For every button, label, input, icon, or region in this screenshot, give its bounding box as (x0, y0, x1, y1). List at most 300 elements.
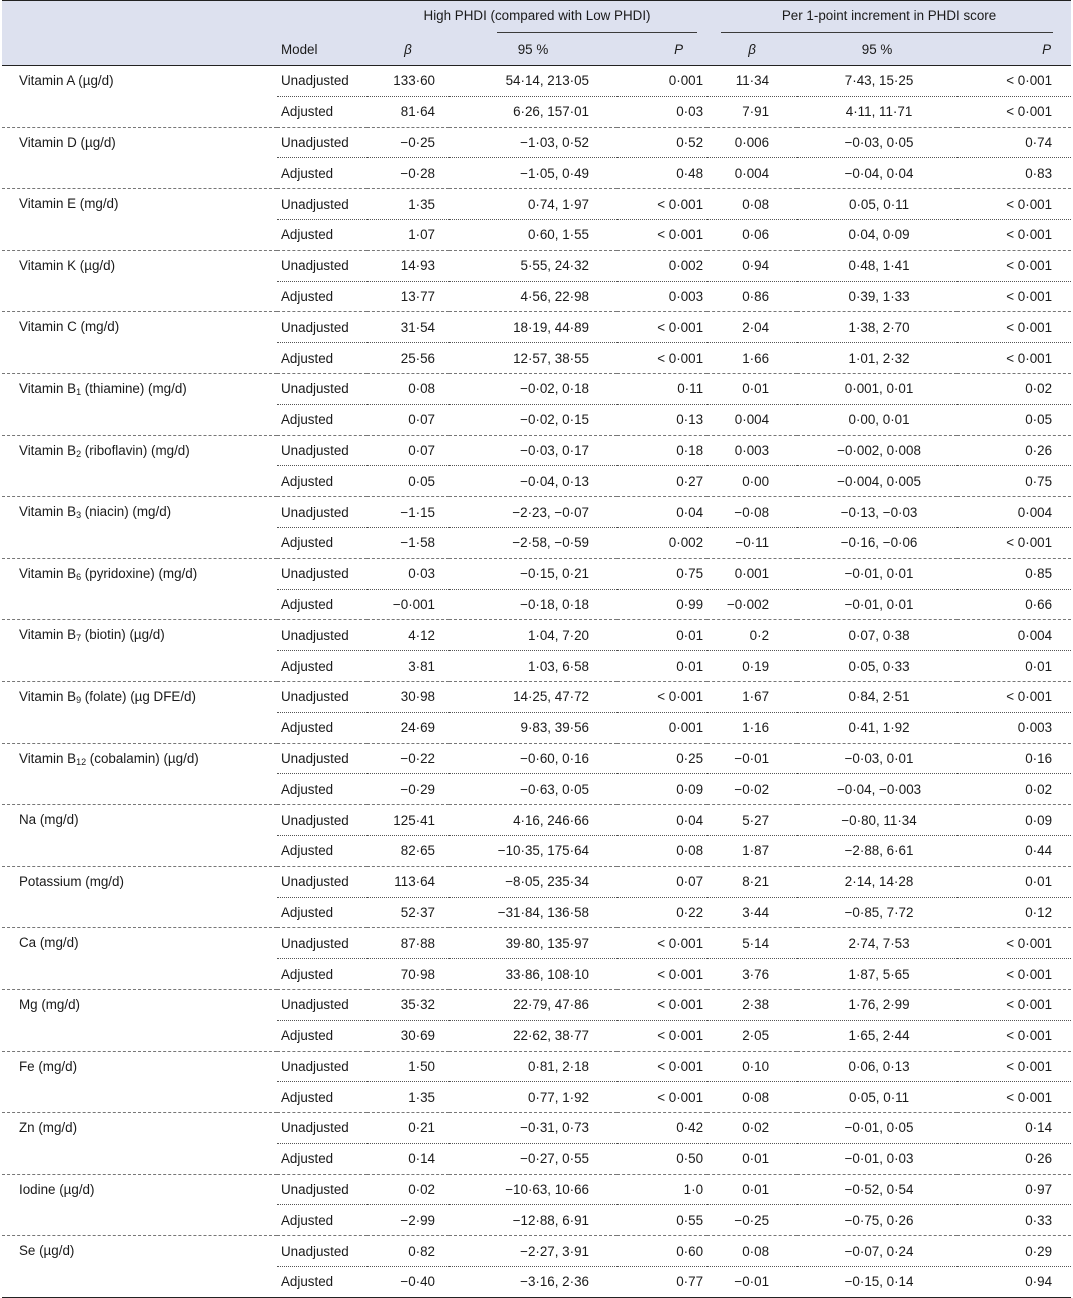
value-cell-p1: 0·01 (617, 620, 707, 651)
value-cell-p1: 1·0 (617, 1174, 707, 1205)
value-cell-b1: −0·40 (367, 1267, 449, 1298)
nutrient-label: Vitamin E (mg/d) (19, 196, 119, 212)
nutrient-label: Vitamin B (19, 565, 77, 581)
model-cell: Unadjusted (277, 127, 367, 158)
value-cell-c2: 1·01, 2·32 (797, 343, 957, 374)
value-cell-p2: < 0·001 (957, 312, 1071, 343)
value-cell-p2: 0·004 (957, 497, 1071, 528)
value-cell-p1: 0·002 (617, 527, 707, 558)
value-cell-c2: 0·39, 1·33 (797, 281, 957, 312)
value-cell-b2: 2·04 (707, 312, 797, 343)
nutrient-name (2, 373, 277, 435)
value-cell-p2: < 0·001 (957, 189, 1071, 220)
value-cell-c1: 22·62, 38·77 (449, 1020, 617, 1051)
table-row (2, 805, 1071, 836)
value-cell-c2: −0·75, 0·26 (797, 1205, 957, 1236)
nutrient-label: Vitamin K (µg/d) (19, 257, 116, 273)
nutrient-label: Fe (mg/d) (19, 1058, 78, 1074)
value-cell-p2: 0·66 (957, 589, 1071, 620)
table-row (2, 1236, 1071, 1267)
model-cell: Adjusted (277, 589, 367, 620)
value-cell-c2: −0·85, 7·72 (797, 897, 957, 928)
value-cell-b2: 3·76 (707, 959, 797, 990)
value-cell-p1: 0·99 (617, 589, 707, 620)
value-cell-p2: 0·16 (957, 743, 1071, 774)
model-cell: Unadjusted (277, 435, 367, 466)
value-cell-c2: 4·11, 11·71 (797, 96, 957, 127)
model-cell: Adjusted (277, 1020, 367, 1051)
nutrient-label: Vitamin B (19, 504, 77, 520)
value-cell-p2: 0·09 (957, 805, 1071, 836)
value-cell-b2: −0·25 (707, 1205, 797, 1236)
value-cell-p2: 0·29 (957, 1236, 1071, 1267)
value-cell-c1: 14·25, 47·72 (449, 681, 617, 712)
value-cell-b2: −0·02 (707, 774, 797, 805)
nutrient-label: Ca (mg/d) (19, 935, 79, 951)
value-cell-p2: 0·26 (957, 1143, 1071, 1174)
value-cell-p1: < 0·001 (617, 681, 707, 712)
value-cell-b2: 1·87 (707, 835, 797, 866)
value-cell-c2: 0·05, 0·33 (797, 651, 957, 682)
nutrient-label: Se (µg/d) (19, 1243, 75, 1259)
value-cell-b2: 8·21 (707, 866, 797, 897)
value-cell-b1: −0·25 (367, 127, 449, 158)
value-cell-c2: 0·05, 0·11 (797, 189, 957, 220)
value-cell-b2: −0·01 (707, 1267, 797, 1298)
value-cell-p1: < 0·001 (617, 1020, 707, 1051)
value-cell-c2: 1·87, 5·65 (797, 959, 957, 990)
value-cell-p1: 0·77 (617, 1267, 707, 1298)
value-cell-c2: 0·001, 0·01 (797, 373, 957, 404)
value-cell-p2: 0·94 (957, 1267, 1071, 1298)
header-p-high: P (617, 33, 707, 66)
value-cell-c2: −0·01, 0·03 (797, 1143, 957, 1174)
header-beta-increment: β (707, 33, 797, 66)
value-cell-p2: < 0·001 (957, 66, 1071, 97)
nutrient-label: Vitamin B (19, 750, 77, 766)
value-cell-c1: 0·77, 1·92 (449, 1082, 617, 1113)
table-row (2, 435, 1071, 466)
value-cell-p1: 0·09 (617, 774, 707, 805)
value-cell-b1: 24·69 (367, 712, 449, 743)
value-cell-b1: 82·65 (367, 835, 449, 866)
nutrient-name (2, 1113, 277, 1175)
value-cell-c2: 0·05, 0·11 (797, 1082, 957, 1113)
nutrient-label: Potassium (mg/d) (19, 873, 124, 889)
value-cell-b2: −0·002 (707, 589, 797, 620)
value-cell-c2: −0·03, 0·05 (797, 127, 957, 158)
model-cell: Unadjusted (277, 1174, 367, 1205)
value-cell-c1: 0·74, 1·97 (449, 189, 617, 220)
value-cell-b1: 35·32 (367, 989, 449, 1020)
value-cell-p1: 0·001 (617, 712, 707, 743)
model-cell: Adjusted (277, 835, 367, 866)
value-cell-p1: 0·03 (617, 96, 707, 127)
table-row (2, 558, 1071, 589)
nutrient-subscript: 1 (76, 386, 82, 397)
model-cell: Unadjusted (277, 497, 367, 528)
value-cell-b2: 5·27 (707, 805, 797, 836)
value-cell-p2: 0·14 (957, 1113, 1071, 1144)
nutrient-label: Vitamin B (19, 380, 77, 396)
value-cell-b1: 125·41 (367, 805, 449, 836)
value-cell-b2: 0·01 (707, 1143, 797, 1174)
value-cell-c2: −0·15, 0·14 (797, 1267, 957, 1298)
value-cell-c1: −0·15, 0·21 (449, 558, 617, 589)
value-cell-c1: 33·86, 108·10 (449, 959, 617, 990)
nutrient-name (2, 497, 277, 559)
value-cell-c1: −10·63, 10·66 (449, 1174, 617, 1205)
value-cell-b1: 30·98 (367, 681, 449, 712)
value-cell-b1: 4·12 (367, 620, 449, 651)
table-body (2, 66, 1071, 1298)
model-cell: Adjusted (277, 527, 367, 558)
value-cell-p1: 0·04 (617, 805, 707, 836)
model-cell: Unadjusted (277, 250, 367, 281)
nutrient-subscript: 2 (76, 448, 82, 459)
value-cell-c2: −0·04, −0·003 (797, 774, 957, 805)
value-cell-p1: < 0·001 (617, 928, 707, 959)
value-cell-b1: 1·35 (367, 1082, 449, 1113)
value-cell-c1: 12·57, 38·55 (449, 343, 617, 374)
value-cell-p1: 0·04 (617, 497, 707, 528)
value-cell-b2: 0·08 (707, 1082, 797, 1113)
value-cell-b2: 0·10 (707, 1051, 797, 1082)
table-row (2, 497, 1071, 528)
nutrient-label-rest: (cobalamin) (µg/d) (86, 750, 199, 766)
value-cell-b1: 0·02 (367, 1174, 449, 1205)
nutrient-name (2, 435, 277, 497)
value-cell-c1: −0·31, 0·73 (449, 1113, 617, 1144)
nutrient-label-rest: (pyridoxine) (mg/d) (81, 565, 198, 581)
model-cell: Unadjusted (277, 681, 367, 712)
value-cell-b2: 0·01 (707, 1174, 797, 1205)
nutrient-label: Zn (mg/d) (19, 1120, 78, 1136)
value-cell-b2: 0·00 (707, 466, 797, 497)
value-cell-b2: 0·08 (707, 1236, 797, 1267)
nutrient-name (2, 312, 277, 374)
value-cell-c1: 18·19, 44·89 (449, 312, 617, 343)
value-cell-b2: 0·01 (707, 373, 797, 404)
nutrient-name (2, 805, 277, 867)
header-ci-high: 95 % (449, 33, 617, 66)
value-cell-b1: 0·08 (367, 373, 449, 404)
header-model: Model (277, 33, 367, 66)
value-cell-p2: < 0·001 (957, 928, 1071, 959)
model-cell: Adjusted (277, 651, 367, 682)
nutrient-name (2, 681, 277, 743)
model-cell: Unadjusted (277, 66, 367, 97)
value-cell-p2: < 0·001 (957, 1082, 1071, 1113)
value-cell-p1: 0·01 (617, 651, 707, 682)
model-cell: Unadjusted (277, 1236, 367, 1267)
value-cell-p1: 0·55 (617, 1205, 707, 1236)
model-cell: Adjusted (277, 897, 367, 928)
nutrient-subscript: 3 (76, 510, 82, 521)
value-cell-p1: 0·001 (617, 66, 707, 97)
nutrient-name (2, 1174, 277, 1236)
value-cell-c2: −0·01, 0·01 (797, 589, 957, 620)
value-cell-c1: −31·84, 136·58 (449, 897, 617, 928)
model-cell: Unadjusted (277, 189, 367, 220)
value-cell-b2: 0·006 (707, 127, 797, 158)
value-cell-b1: −0·22 (367, 743, 449, 774)
value-cell-p1: 0·50 (617, 1143, 707, 1174)
nutrient-subscript: 12 (76, 756, 87, 767)
nutrient-label: Vitamin A (µg/d) (19, 73, 114, 88)
nutrient-label-rest: (riboflavin) (mg/d) (81, 442, 190, 458)
value-cell-c2: −0·52, 0·54 (797, 1174, 957, 1205)
value-cell-p2: < 0·001 (957, 219, 1071, 250)
nutrient-name (2, 866, 277, 928)
nutrient-subscript: 9 (76, 694, 82, 705)
value-cell-p2: 0·02 (957, 373, 1071, 404)
value-cell-c2: 0·00, 0·01 (797, 404, 957, 435)
value-cell-p1: 0·25 (617, 743, 707, 774)
value-cell-p2: 0·44 (957, 835, 1071, 866)
value-cell-p1: < 0·001 (617, 343, 707, 374)
model-cell: Unadjusted (277, 312, 367, 343)
value-cell-c1: −0·02, 0·15 (449, 404, 617, 435)
model-cell: Unadjusted (277, 373, 367, 404)
value-cell-p1: < 0·001 (617, 959, 707, 990)
nutrient-name (2, 989, 277, 1051)
value-cell-p1: 0·48 (617, 158, 707, 189)
value-cell-b1: −0·29 (367, 774, 449, 805)
value-cell-b2: 0·02 (707, 1113, 797, 1144)
nutrient-label: Mg (mg/d) (19, 996, 81, 1012)
value-cell-p2: < 0·001 (957, 527, 1071, 558)
header-group-increment: Per 1-point increment in PHDI score (707, 1, 1071, 34)
value-cell-c2: 0·48, 1·41 (797, 250, 957, 281)
model-cell: Adjusted (277, 343, 367, 374)
value-cell-b1: −1·58 (367, 527, 449, 558)
value-cell-c1: −2·23, −0·07 (449, 497, 617, 528)
model-cell: Adjusted (277, 96, 367, 127)
nutrient-subscript: 7 (76, 633, 82, 644)
model-cell: Adjusted (277, 1205, 367, 1236)
model-cell: Adjusted (277, 1082, 367, 1113)
value-cell-p2: 0·75 (957, 466, 1071, 497)
value-cell-b1: 0·14 (367, 1143, 449, 1174)
value-cell-p2: 0·97 (957, 1174, 1071, 1205)
value-cell-p1: 0·42 (617, 1113, 707, 1144)
value-cell-c1: −8·05, 235·34 (449, 866, 617, 897)
value-cell-p2: 0·003 (957, 712, 1071, 743)
value-cell-c1: −3·16, 2·36 (449, 1267, 617, 1298)
model-cell: Adjusted (277, 712, 367, 743)
value-cell-b2: −0·08 (707, 497, 797, 528)
nutrient-label-rest: (folate) (µg DFE/d) (81, 688, 196, 704)
table-row (2, 1113, 1071, 1144)
value-cell-c1: 22·79, 47·86 (449, 989, 617, 1020)
value-cell-p1: 0·22 (617, 897, 707, 928)
value-cell-b2: 2·38 (707, 989, 797, 1020)
value-cell-b2: 0·06 (707, 219, 797, 250)
value-cell-c1: −0·02, 0·18 (449, 373, 617, 404)
model-cell: Unadjusted (277, 866, 367, 897)
value-cell-b1: 3·81 (367, 651, 449, 682)
value-cell-p2: 0·83 (957, 158, 1071, 189)
value-cell-c1: −0·03, 0·17 (449, 435, 617, 466)
value-cell-p2: 0·02 (957, 774, 1071, 805)
table-row (2, 928, 1071, 959)
value-cell-c1: 1·04, 7·20 (449, 620, 617, 651)
value-cell-p2: < 0·001 (957, 989, 1071, 1020)
value-cell-c2: 1·65, 2·44 (797, 1020, 957, 1051)
nutrient-label: Vitamin B (19, 442, 77, 458)
value-cell-p1: 0·52 (617, 127, 707, 158)
table-row (2, 312, 1071, 343)
value-cell-p2: < 0·001 (957, 250, 1071, 281)
model-cell: Unadjusted (277, 620, 367, 651)
value-cell-p1: < 0·001 (617, 219, 707, 250)
value-cell-b1: 87·88 (367, 928, 449, 959)
value-cell-b2: 0·003 (707, 435, 797, 466)
table-row (2, 189, 1071, 220)
value-cell-p1: < 0·001 (617, 312, 707, 343)
value-cell-c1: −2·27, 3·91 (449, 1236, 617, 1267)
value-cell-p2: < 0·001 (957, 96, 1071, 127)
value-cell-b2: 0·004 (707, 158, 797, 189)
value-cell-c2: 2·14, 14·28 (797, 866, 957, 897)
value-cell-c1: 39·80, 135·97 (449, 928, 617, 959)
value-cell-b1: −0·001 (367, 589, 449, 620)
value-cell-c2: −0·80, 11·34 (797, 805, 957, 836)
value-cell-p2: < 0·001 (957, 281, 1071, 312)
value-cell-p2: < 0·001 (957, 1020, 1071, 1051)
table-row (2, 127, 1071, 158)
nutrient-name (2, 928, 277, 990)
value-cell-p2: 0·05 (957, 404, 1071, 435)
table-row (2, 1174, 1071, 1205)
value-cell-p2: < 0·001 (957, 1051, 1071, 1082)
value-cell-p1: 0·18 (617, 435, 707, 466)
value-cell-b1: 1·35 (367, 189, 449, 220)
table-row (2, 681, 1071, 712)
value-cell-c2: −0·01, 0·05 (797, 1113, 957, 1144)
value-cell-c2: −0·002, 0·008 (797, 435, 957, 466)
model-cell: Unadjusted (277, 1113, 367, 1144)
value-cell-c1: 0·81, 2·18 (449, 1051, 617, 1082)
value-cell-c2: 0·06, 0·13 (797, 1051, 957, 1082)
value-cell-p1: 0·08 (617, 835, 707, 866)
value-cell-c2: −0·04, 0·04 (797, 158, 957, 189)
nutrient-name (2, 1051, 277, 1113)
value-cell-c1: −0·27, 0·55 (449, 1143, 617, 1174)
value-cell-p1: 0·07 (617, 866, 707, 897)
model-cell: Unadjusted (277, 743, 367, 774)
nutrient-label: Na (mg/d) (19, 812, 79, 828)
nutrient-subscript: 6 (76, 571, 82, 582)
nutrient-name (2, 558, 277, 620)
value-cell-b2: 7·91 (707, 96, 797, 127)
nutrient-label: Vitamin B (19, 688, 77, 704)
nutrient-label-rest: (thiamine) (mg/d) (81, 380, 187, 396)
value-cell-p2: 0·12 (957, 897, 1071, 928)
value-cell-b1: 133·60 (367, 66, 449, 97)
value-cell-b1: 30·69 (367, 1020, 449, 1051)
model-cell: Unadjusted (277, 928, 367, 959)
value-cell-c2: −0·16, −0·06 (797, 527, 957, 558)
value-cell-b2: −0·11 (707, 527, 797, 558)
value-cell-c2: −2·88, 6·61 (797, 835, 957, 866)
value-cell-c1: −0·60, 0·16 (449, 743, 617, 774)
value-cell-b2: 0·2 (707, 620, 797, 651)
value-cell-c1: −1·05, 0·49 (449, 158, 617, 189)
model-cell: Adjusted (277, 158, 367, 189)
value-cell-b1: 0·07 (367, 404, 449, 435)
value-cell-c1: 6·26, 157·01 (449, 96, 617, 127)
value-cell-c2: 1·76, 2·99 (797, 989, 957, 1020)
results-table (2, 0, 1071, 1298)
value-cell-b1: 0·21 (367, 1113, 449, 1144)
nutrient-label: Iodine (µg/d) (19, 1181, 95, 1197)
model-cell: Adjusted (277, 959, 367, 990)
value-cell-p1: < 0·001 (617, 1082, 707, 1113)
value-cell-c1: −12·88, 6·91 (449, 1205, 617, 1236)
table-row (2, 866, 1071, 897)
value-cell-c1: −2·58, −0·59 (449, 527, 617, 558)
value-cell-c1: −10·35, 175·64 (449, 835, 617, 866)
table-row (2, 250, 1071, 281)
model-cell: Unadjusted (277, 805, 367, 836)
value-cell-b1: 1·07 (367, 219, 449, 250)
value-cell-c1: 54·14, 213·05 (449, 66, 617, 97)
model-cell: Adjusted (277, 404, 367, 435)
value-cell-p1: < 0·001 (617, 989, 707, 1020)
value-cell-b2: 11·34 (707, 66, 797, 97)
nutrient-name (2, 66, 277, 128)
header-ci-increment: 95 % (797, 33, 957, 66)
value-cell-p2: 0·26 (957, 435, 1071, 466)
value-cell-c2: −0·13, −0·03 (797, 497, 957, 528)
nutrient-label-rest: (biotin) (µg/d) (81, 627, 165, 643)
value-cell-c1: 0·60, 1·55 (449, 219, 617, 250)
nutrient-label: Vitamin C (mg/d) (19, 319, 120, 335)
table-row (2, 989, 1071, 1020)
table-row (2, 373, 1071, 404)
value-cell-p1: < 0·001 (617, 1051, 707, 1082)
value-cell-p1: 0·003 (617, 281, 707, 312)
value-cell-b1: 1·50 (367, 1051, 449, 1082)
value-cell-c1: −0·18, 0·18 (449, 589, 617, 620)
value-cell-p2: < 0·001 (957, 681, 1071, 712)
value-cell-b2: 5·14 (707, 928, 797, 959)
value-cell-b1: 25·56 (367, 343, 449, 374)
model-cell: Adjusted (277, 281, 367, 312)
nutrient-name (2, 250, 277, 312)
model-cell: Unadjusted (277, 558, 367, 589)
value-cell-c1: 5·55, 24·32 (449, 250, 617, 281)
value-cell-b1: 13·77 (367, 281, 449, 312)
nutrient-name (2, 1236, 277, 1298)
header-p-increment: P (957, 33, 1071, 66)
value-cell-c2: 0·04, 0·09 (797, 219, 957, 250)
model-cell: Adjusted (277, 219, 367, 250)
table-header (2, 1, 1071, 66)
header-group-high-phdi: High PHDI (compared with Low PHDI) (367, 1, 707, 34)
value-cell-c1: 9·83, 39·56 (449, 712, 617, 743)
nutrient-name (2, 127, 277, 189)
value-cell-b1: 113·64 (367, 866, 449, 897)
value-cell-c2: 0·84, 2·51 (797, 681, 957, 712)
value-cell-b1: 31·54 (367, 312, 449, 343)
model-cell: Unadjusted (277, 989, 367, 1020)
value-cell-b2: 3·44 (707, 897, 797, 928)
model-cell: Unadjusted (277, 1051, 367, 1082)
value-cell-c2: 0·41, 1·92 (797, 712, 957, 743)
